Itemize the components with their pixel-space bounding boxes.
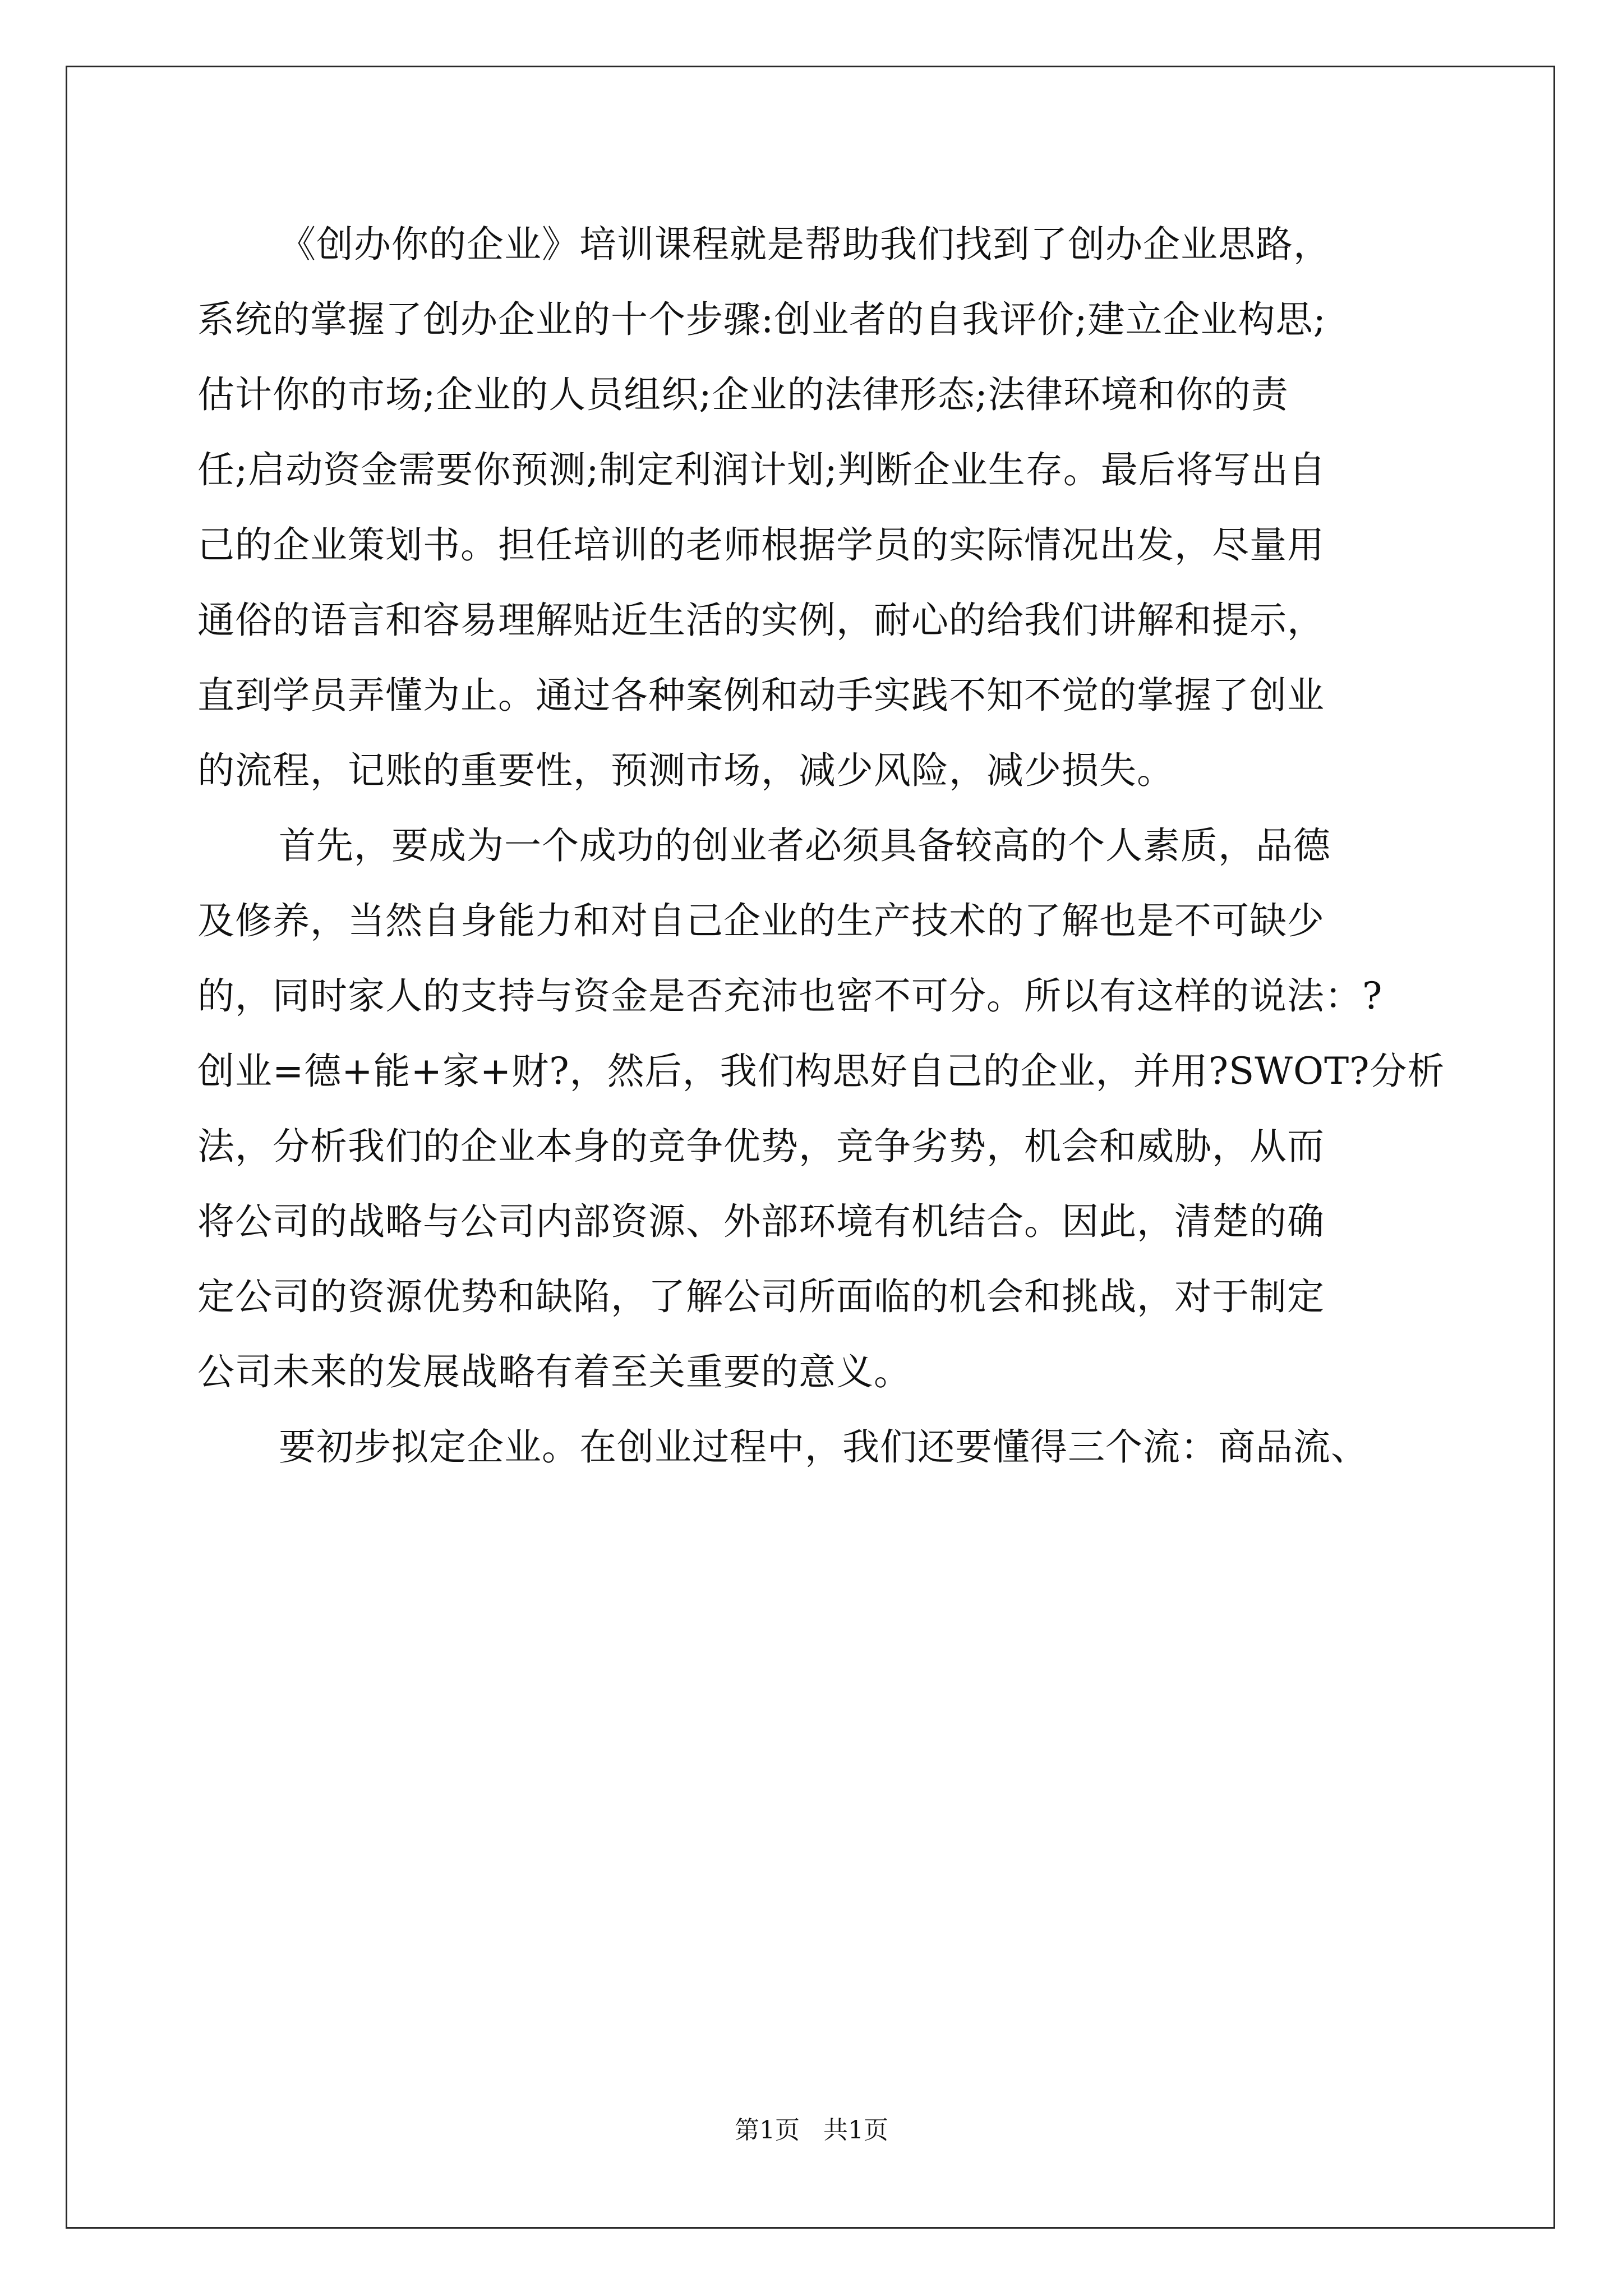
text-line-12: 创业=德+能+家+财?，然后，我们构思好自己的企业，并用?SWOT?分析: [197, 1050, 1445, 1093]
text-line-5: 己的企业策划书。担任培训的老师根据学员的实际情况出发，尽量用: [197, 523, 1325, 567]
text-line-15: 定公司的资源优势和缺陷，了解公司所面临的机会和挑战，对于制定: [197, 1275, 1325, 1318]
text-line-8: 的流程，记账的重要性，预测市场，减少风险，减少损失。: [197, 749, 1174, 792]
text-line-6: 通俗的语言和容易理解贴近生活的实例，耐心的给我们讲解和提示，: [197, 599, 1325, 642]
text-line-7: 直到学员弄懂为止。通过各种案例和动手实践不知不觉的掌握了创业: [197, 674, 1325, 717]
text-line-3: 估计你的市场;企业的人员组织;企业的法律形态;法律环境和你的责: [197, 373, 1289, 416]
page-footer: 第1页 共1页: [735, 2116, 888, 2145]
text-line-14: 将公司的战略与公司内部资源、外部环境有机结合。因此，清楚的确: [197, 1200, 1325, 1243]
text-line-11: 的，同时家人的支持与资金是否充沛也密不可分。所以有这样的说法：?: [197, 974, 1383, 1018]
text-line-16: 公司未来的发展战略有着至关重要的意义。: [197, 1350, 911, 1393]
text-line-10: 及修养，当然自身能力和对自己企业的生产技术的了解也是不可缺少: [197, 899, 1325, 942]
text-line-9: 首先，要成为一个成功的创业者必须具备较高的个人素质，品德: [279, 824, 1331, 867]
text-line-2: 系统的掌握了创办企业的十个步骤:创业者的自我评价;建立企业构思;: [197, 298, 1326, 341]
text-line-17: 要初步拟定企业。在创业过程中，我们还要懂得三个流：商品流、: [279, 1425, 1368, 1469]
text-line-13: 法，分析我们的企业本身的竞争优势，竞争劣势，机会和威胁，从而: [197, 1125, 1325, 1168]
text-line-4: 任;启动资金需要你预测;制定利润计划;判断企业生存。最后将写出自: [197, 448, 1326, 491]
text-line-1: 《创办你的企业》培训课程就是帮助我们找到了创办企业思路，: [279, 223, 1331, 266]
